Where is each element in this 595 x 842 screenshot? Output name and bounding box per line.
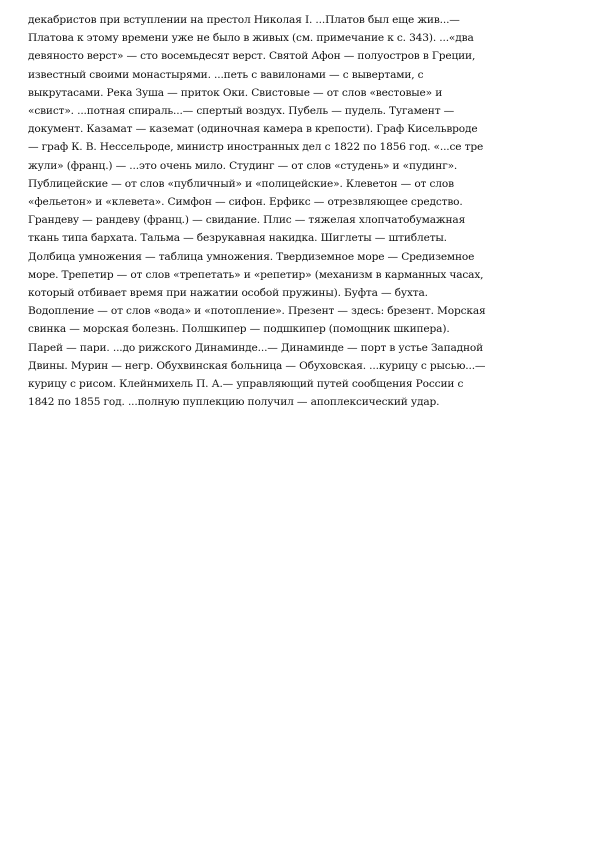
text-line: ткань типа бархата. Тальма — безрукавная накидка. Шиглеты — штиблеты. [28,232,447,245]
commentary-text [28,11,573,411]
text-line: «свист». ...потная спираль...— спертый воздух. Пубель — пудель. Тугамент — [28,105,455,118]
text-line: жули» (франц.) — ...это очень мило. Студинг — от слов «студень» и «пудинг». [28,159,458,172]
text-line: «фельетон» и «клевета». Симфон — сифон. Ерфикс — отрезвляющее средство. [28,196,463,209]
text-line: Водопление — от слов «вода» и «потопление». Презент — здесь: брезент. Морская [28,305,486,318]
text-line: Парей — пари. ...до рижского Динаминде...— Динаминде — порт в устье Западной [28,341,484,354]
text-line: свинка — морская болезнь. Полшкипер — подшкипер (помощник шкипера). [28,323,450,336]
text-line: Платова к этому времени уже не было в живых (см. примечание к с. 343). ...«два [28,32,474,45]
text-line: декабристов при вступлении на престол Николая I. ...Платов был еще жив...— [28,14,460,26]
text-line: девяносто верст» — сто восемьдесят верст. Святой Афон — полуостров в Греции, [28,50,476,63]
text-line: Долбица умножения — таблица умножения. Твердиземное море — Средиземное [28,250,475,263]
text-line: курицу с рисом. Клейнмихель П. А.— управляющий путей сообщения России с [28,378,464,391]
text-line: документ. Казамат — каземат (одиночная камера в крепости). Граф Кисельвроде [28,123,478,136]
text-line: море. Трепетир — от слов «трепетать» и «репетир» (механизм в карманных часах, [28,268,484,281]
text-line: — граф К. В. Нессельроде, министр иностранных дел с 1822 по 1856 год. «...се тре [28,141,484,154]
text-line: 1842 по 1855 год. ...полную пуплекцию получил — апоплексический удар. [28,396,440,409]
text-line: Публицейские — от слов «публичный» и «полицейские». Клеветон — от слов [28,177,454,190]
text-line: известный своими монастырями. ...петь с вавилонами — с вывертами, с [28,68,424,81]
text-line: выкрутасами. Река Зуша — приток Оки. Свистовые — от слов «вестовые» и [28,86,443,99]
text-line: который отбивает время при нажатии особой пружины). Буфта — бухта. [28,287,428,300]
text-line: Грандеву — рандеву (франц.) — свидание. Плис — тяжелая хлопчатобумажная [28,214,466,227]
text-line: Двины. Мурин — негр. Обухвинская больница — Обуховская. ...курицу с рысью...— [28,359,486,372]
